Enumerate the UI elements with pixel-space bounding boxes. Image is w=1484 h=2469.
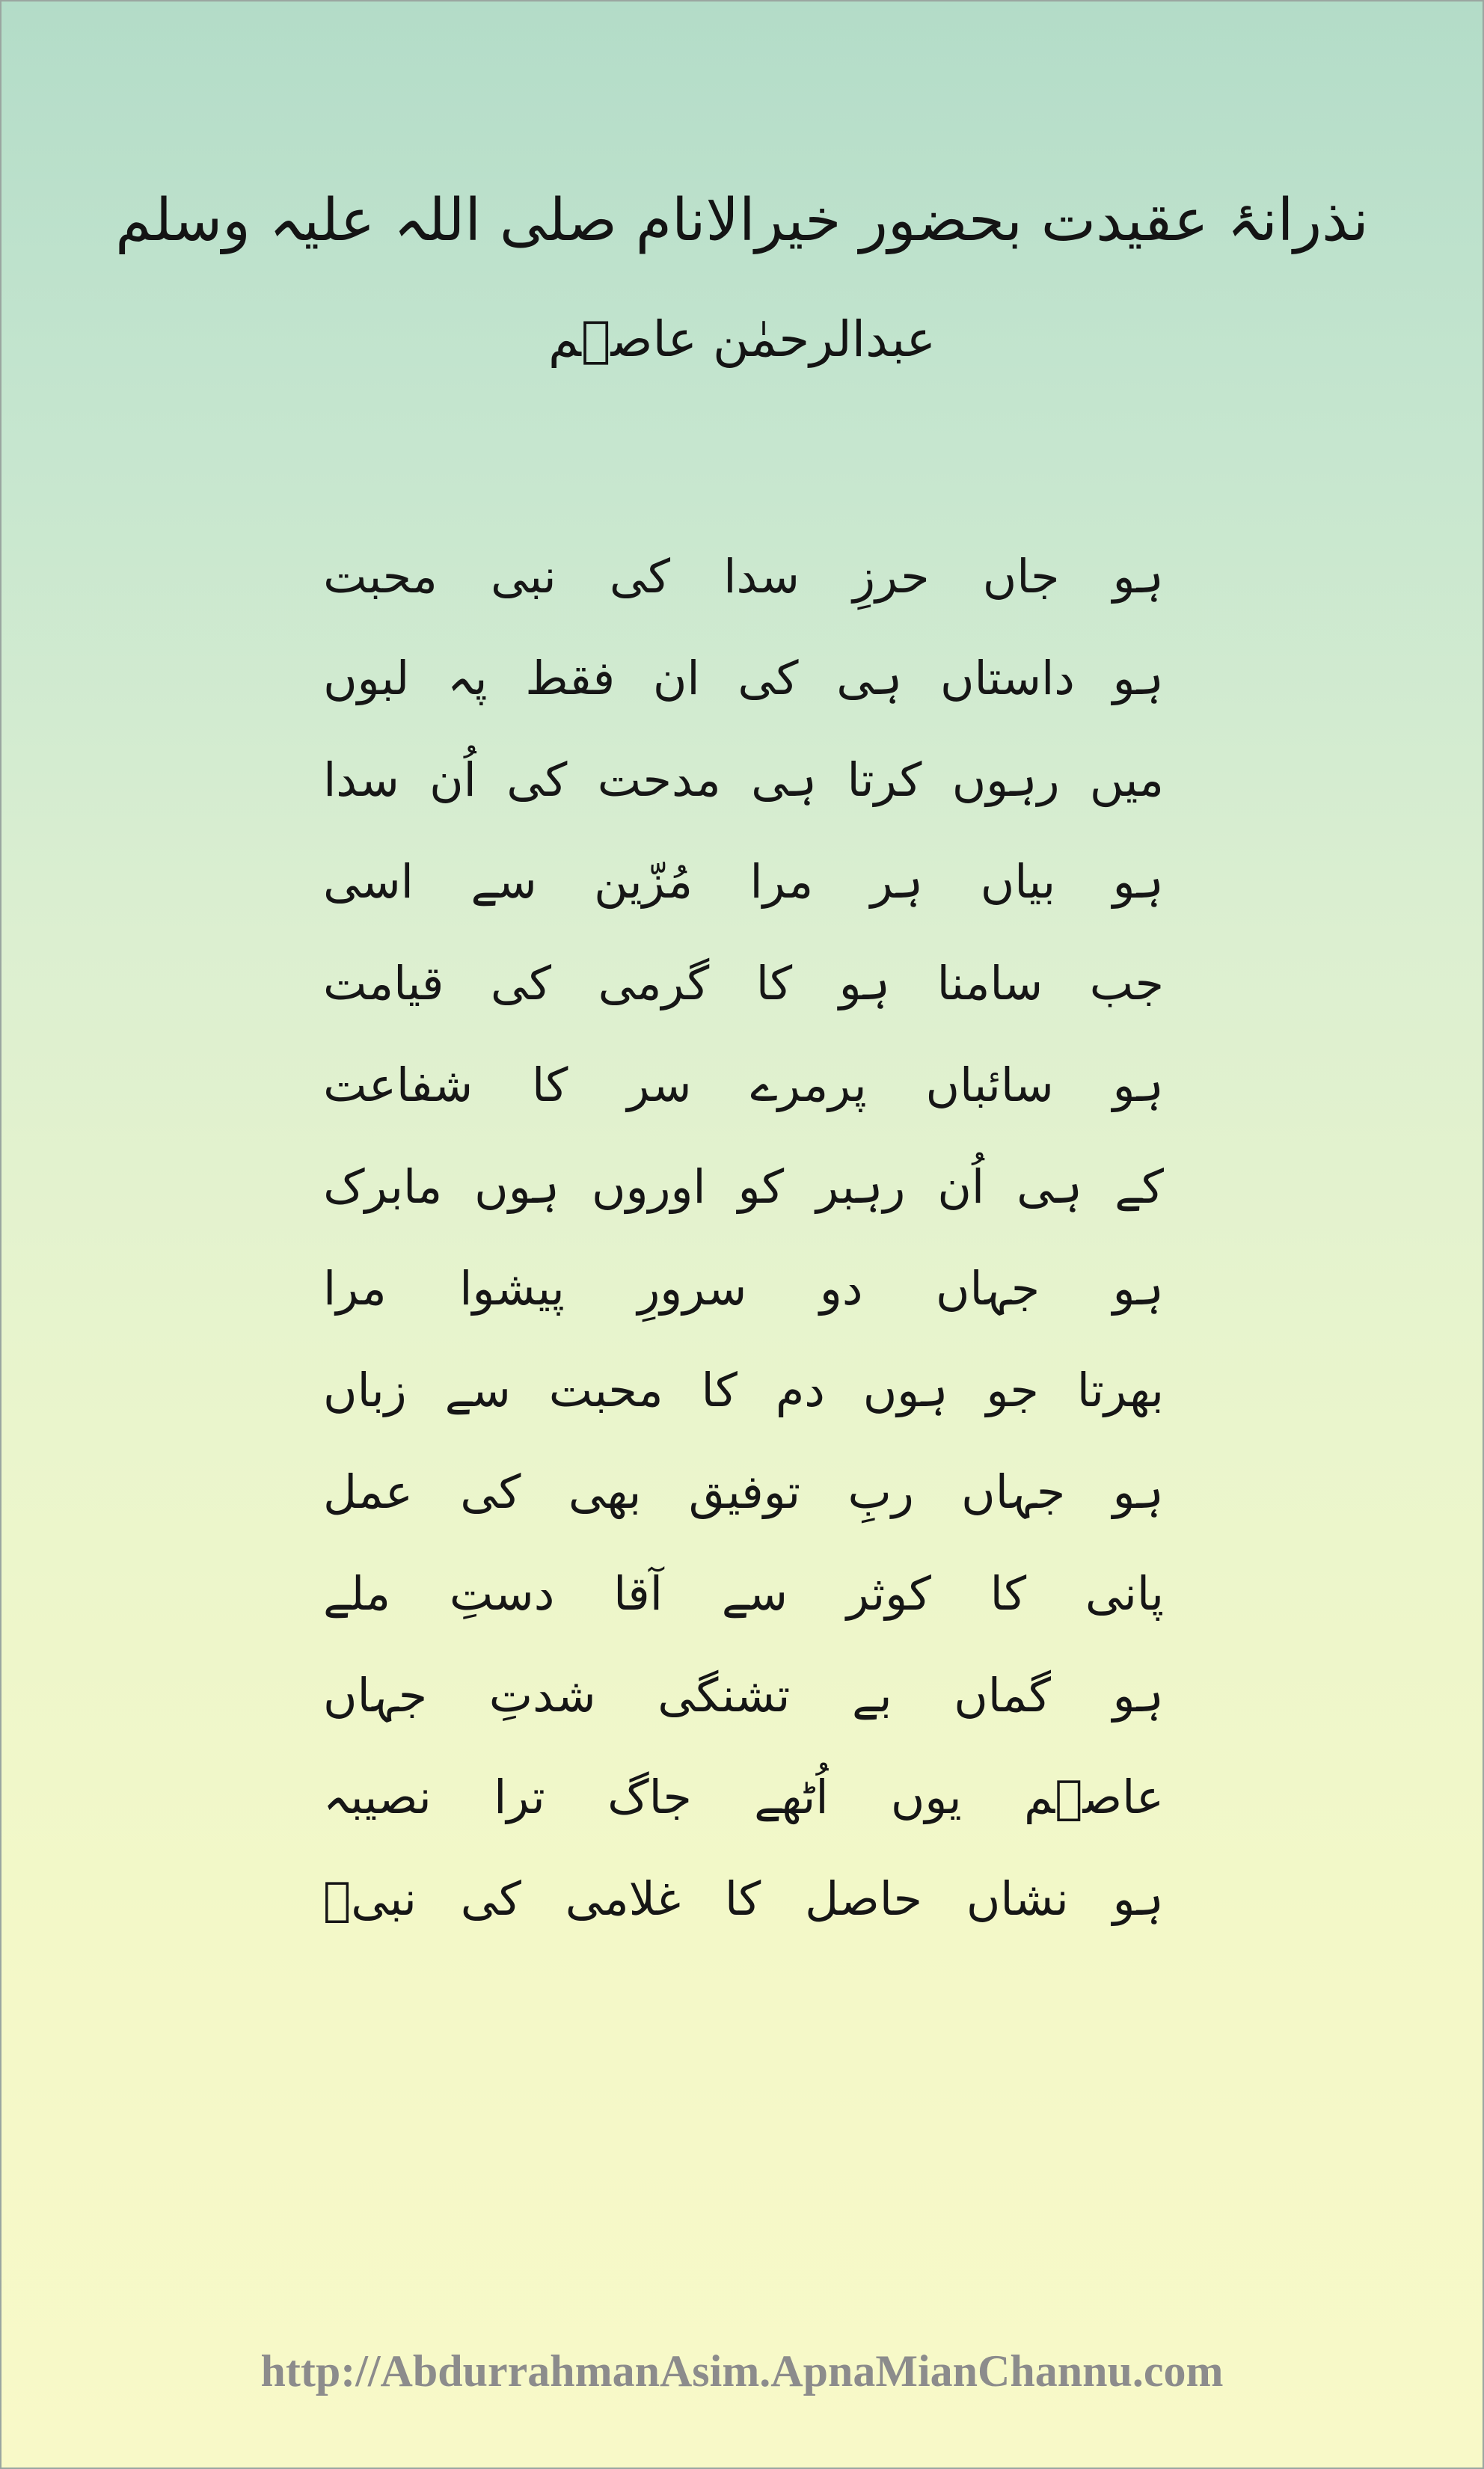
poem-word: نشاں — [966, 1871, 1069, 1926]
poem-word: کوثر — [846, 1565, 931, 1621]
poem-word: ہو — [1112, 1667, 1164, 1723]
poem-word: پیشوا — [459, 1260, 565, 1316]
poem-word: حرزِ — [853, 548, 930, 604]
poem-word: مُزّین — [594, 853, 693, 909]
poem-word: کا — [724, 1871, 761, 1926]
poem-word: کی — [460, 1871, 521, 1926]
poem-word: جاگ — [607, 1769, 692, 1824]
poem-word: بھی — [568, 1464, 642, 1519]
poem-word: قیامت — [323, 955, 444, 1010]
poem-word: سر — [627, 1057, 692, 1112]
poem-word: فقط — [525, 650, 616, 705]
poem-word: لبوں — [323, 650, 410, 705]
poem-word: رہبر — [816, 1159, 906, 1214]
poem-word: مابرک — [323, 1159, 443, 1214]
poem-word: جہاں — [936, 1260, 1040, 1316]
poem-word: ربِ — [847, 1464, 914, 1519]
poem-word: جاں — [982, 548, 1060, 604]
poem-word: مرا — [323, 1260, 387, 1316]
poem-word: نصیبہ — [323, 1769, 432, 1824]
poem-word: جہاں — [961, 1464, 1066, 1519]
poem-word: ان — [652, 650, 700, 705]
poem-word: کرتا — [847, 752, 922, 807]
poem-line — [323, 1441, 1164, 1542]
poem-word: کا — [755, 955, 793, 1010]
poem-word: کی — [460, 1464, 521, 1519]
poem-word: ہی — [751, 752, 818, 807]
poem-word: جب — [1089, 955, 1164, 1010]
poem-line — [323, 1847, 1164, 1949]
poem-word: گرمی — [598, 955, 710, 1010]
poem-word: ہو — [1112, 1057, 1164, 1112]
poem-word: محبت — [323, 548, 438, 604]
poem-line — [323, 1034, 1164, 1135]
poem-word: یوں — [890, 1769, 962, 1824]
poem-word: دستِ — [449, 1565, 555, 1621]
poem-word: دو — [819, 1260, 863, 1316]
poet-name: عبدالرحمٰن عاصؔم — [548, 310, 936, 368]
poem-word: گماں — [954, 1667, 1052, 1723]
poem-word: عاصؔم — [1024, 1769, 1164, 1824]
poem-word: بھرتا — [1076, 1362, 1164, 1417]
poem-word: محبت — [548, 1362, 663, 1417]
poem-word: بیاں — [980, 853, 1056, 909]
poem-word: دم — [775, 1362, 825, 1417]
poem-word: کی — [506, 752, 568, 807]
poem-word: زباں — [323, 1362, 407, 1417]
poem-word: جہاں — [323, 1667, 428, 1723]
poem-word: داستاں — [940, 650, 1075, 705]
poem-word: اُٹھے — [754, 1769, 829, 1824]
poem-word: ہوں — [474, 1159, 560, 1214]
poem-word: کا — [532, 1057, 568, 1112]
poem-word: سے — [721, 1565, 788, 1621]
poem-word: عمل — [323, 1464, 413, 1519]
poem-line — [323, 1339, 1164, 1441]
poem-word: مرا — [749, 853, 814, 909]
website-url: http://AbdurrahmanAsim.ApnaMianChannu.com — [260, 2346, 1224, 2396]
poem-word: سائباں — [925, 1057, 1054, 1112]
poem-word: پرمرے — [750, 1057, 867, 1112]
poem-word: ترا — [494, 1769, 545, 1824]
poem-word: کا — [990, 1565, 1027, 1621]
poem-word: کے — [1114, 1159, 1164, 1214]
poem-word: آقا — [613, 1565, 663, 1621]
poem-line — [323, 1746, 1164, 1847]
poem-word: توفیق — [688, 1464, 801, 1519]
poem-word: ہوں — [862, 1362, 948, 1417]
poem-word: کو — [738, 1159, 785, 1214]
poem-word: جو — [986, 1362, 1039, 1417]
poem-word: اسی — [323, 853, 414, 909]
poem-word: سدا — [323, 752, 399, 807]
poem-word: اُن — [937, 1159, 985, 1214]
poem-line — [323, 729, 1164, 830]
poem-word: ہو — [1112, 1871, 1164, 1926]
poem-word: سدا — [723, 548, 800, 604]
poem-line — [323, 1135, 1164, 1237]
poem-word: شفاعت — [323, 1057, 473, 1112]
poem-word: سے — [444, 1362, 511, 1417]
poem-line — [323, 1237, 1164, 1339]
poem-word: میں — [1089, 752, 1164, 807]
poem-word: نبی — [491, 548, 556, 604]
poem-word: ہی — [1017, 1159, 1083, 1214]
poem-word: پہ — [447, 650, 488, 705]
poem-word: ہو — [1112, 1260, 1164, 1316]
poem-word: شدتِ — [488, 1667, 596, 1723]
poem-word: مدحت — [597, 752, 721, 807]
poem-word: غلامی — [565, 1871, 681, 1926]
poem-word: اُن — [429, 752, 476, 807]
poem-word: ہی — [836, 650, 903, 705]
poem-line — [323, 1644, 1164, 1746]
poem-word: سامنا — [936, 955, 1043, 1010]
poem-word: کا — [701, 1362, 738, 1417]
poem-body — [323, 525, 1164, 1949]
poem-line — [323, 1542, 1164, 1644]
poem-word: تشنگی — [657, 1667, 791, 1723]
poem-line — [323, 525, 1164, 627]
poem-word: ہر — [870, 853, 924, 909]
poem-word: نبیؐ — [323, 1871, 417, 1926]
poem-word: سے — [470, 853, 537, 909]
poem-word: پانی — [1085, 1565, 1164, 1621]
poem-line — [323, 830, 1164, 932]
poem-word: سرورِ — [637, 1260, 747, 1316]
poem-word: رہوں — [951, 752, 1060, 807]
poem-word: کی — [738, 650, 799, 705]
poem-title: نذرانۂ عقیدت بحضور خیرالانام صلی اللہ علیہ وسلم — [115, 187, 1369, 254]
poem-line — [323, 627, 1164, 729]
poem-word: کی — [490, 955, 552, 1010]
poem-line — [323, 932, 1164, 1034]
poem-word: ہو — [1112, 853, 1164, 909]
poem-word: بے — [852, 1667, 892, 1723]
poem-word: اوروں — [592, 1159, 706, 1214]
poem-word: ہو — [838, 955, 891, 1010]
poem-word: ملے — [323, 1565, 391, 1621]
poem-word: ہو — [1112, 548, 1164, 604]
poem-word: حاصل — [805, 1871, 922, 1926]
poem-word: ہو — [1112, 650, 1164, 705]
poem-word: کی — [609, 548, 671, 604]
poem-word: ہو — [1112, 1464, 1164, 1519]
